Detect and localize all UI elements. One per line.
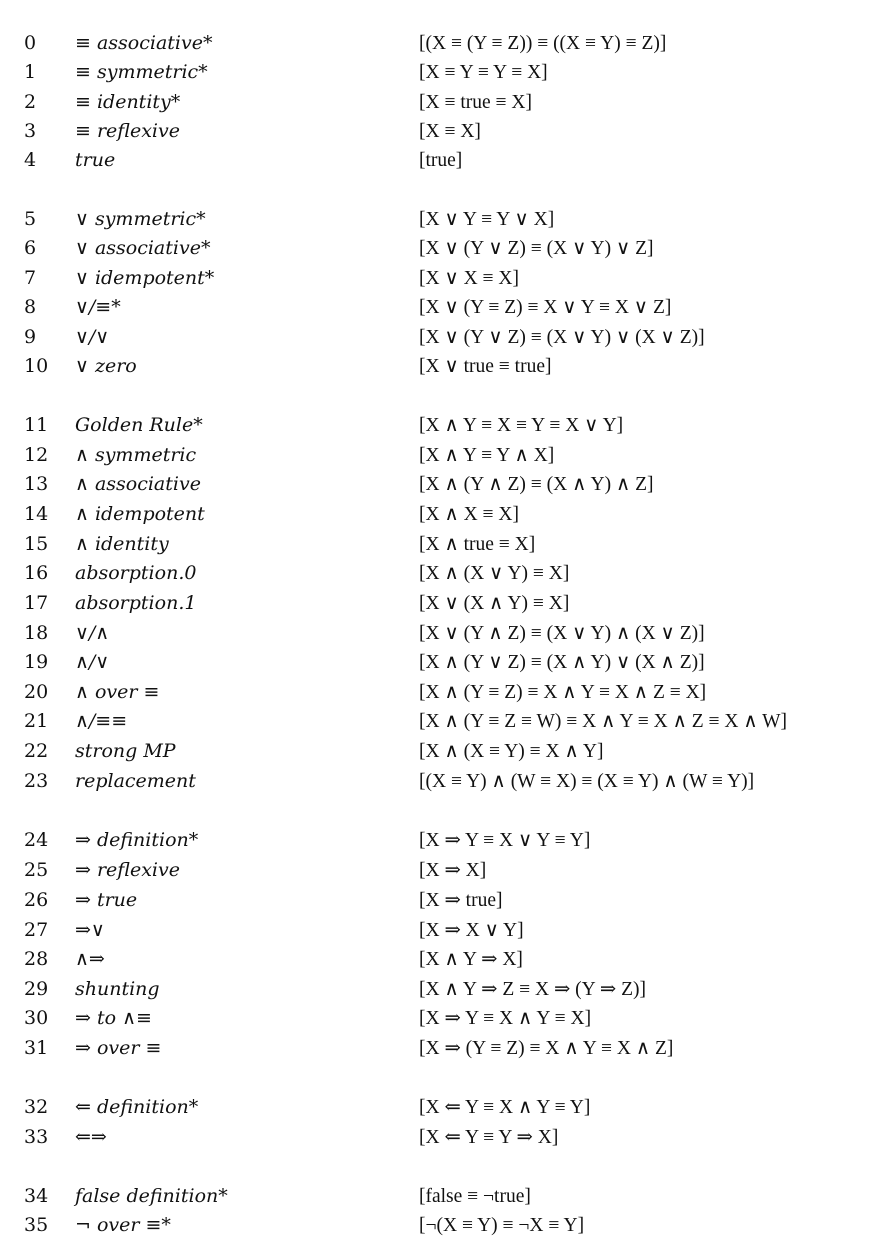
theorem-formula: [X ∨ (X ∧ Y) ≡ X] (419, 593, 570, 614)
theorem-row (0, 886, 878, 915)
theorem-row (0, 205, 878, 234)
theorem-row (0, 293, 878, 322)
theorem-number: 25 (24, 859, 49, 881)
theorem-number: 8 (24, 296, 37, 318)
theorem-number: 31 (24, 1037, 49, 1059)
theorem-name: ⇒∨ (75, 919, 105, 941)
theorem-number: 26 (24, 889, 49, 911)
theorem-name: ∨ zero (75, 355, 137, 377)
theorem-formula: [X ⇒ Y ≡ X ∧ Y ≡ X] (419, 1008, 592, 1029)
theorem-name: ⇒ true (75, 889, 138, 911)
theorem-row (0, 916, 878, 945)
theorem-number: 1 (24, 61, 37, 83)
theorem-name: ⇒ reflexive (75, 859, 180, 881)
theorem-formula: [X ∧ (Y ∧ Z) ≡ (X ∧ Y) ∧ Z] (419, 474, 654, 495)
theorem-number: 14 (24, 503, 49, 525)
theorem-row (0, 323, 878, 352)
theorem-number: 33 (24, 1126, 49, 1148)
theorem-formula: [X ∧ Y ≡ Y ∧ X] (419, 445, 555, 466)
theorem-formula: [X ∨ (Y ∧ Z) ≡ (X ∨ Y) ∧ (X ∨ Z)] (419, 623, 705, 644)
theorem-formula: [X ∧ (X ∨ Y) ≡ X] (419, 563, 570, 584)
theorem-name: absorption.1 (75, 592, 197, 614)
theorem-row (0, 975, 878, 1004)
theorem-name: ≡ associative* (75, 32, 213, 54)
theorem-row (0, 559, 878, 588)
theorem-number: 6 (24, 237, 37, 259)
theorem-row (0, 767, 878, 796)
theorem-formula: [X ∨ Y ≡ Y ∨ X] (419, 209, 555, 230)
theorem-number: 17 (24, 592, 49, 614)
theorem-number: 22 (24, 740, 49, 762)
theorem-formula: [X ≡ Y ≡ Y ≡ X] (419, 62, 548, 83)
theorem-name: ¬ over ≡* (75, 1214, 171, 1236)
theorem-formula: [X ≡ true ≡ X] (419, 92, 532, 113)
theorem-number: 3 (24, 120, 37, 142)
theorem-number: 23 (24, 770, 49, 792)
theorem-number: 29 (24, 978, 49, 1000)
theorem-formula: [X ⇒ X ∨ Y] (419, 920, 524, 941)
theorem-name: ⇒ to ∧≡ (75, 1007, 152, 1029)
theorem-row (0, 678, 878, 707)
theorem-row (0, 1034, 878, 1063)
theorem-number: 0 (24, 32, 37, 54)
theorem-number: 15 (24, 533, 49, 555)
theorem-formula: [X ∨ (Y ∨ Z) ≡ (X ∨ Y) ∨ Z] (419, 238, 654, 259)
theorem-number: 28 (24, 948, 49, 970)
theorem-row (0, 707, 878, 736)
theorem-number: 27 (24, 919, 49, 941)
theorem-formula: [X ∨ (Y ∨ Z) ≡ (X ∨ Y) ∨ (X ∨ Z)] (419, 327, 705, 348)
theorem-name: ∧ identity (75, 533, 169, 555)
theorem-number: 35 (24, 1214, 49, 1236)
theorem-formula: [true] (419, 150, 463, 171)
theorem-formula: [X ⇐ Y ≡ Y ⇒ X] (419, 1127, 559, 1148)
theorem-number: 4 (24, 149, 37, 171)
theorem-name: ∨/≡* (75, 296, 121, 318)
theorem-formula: [(X ≡ Y) ∧ (W ≡ X) ≡ (X ≡ Y) ∧ (W ≡ Y)] (419, 771, 755, 792)
theorem-name: ∨ symmetric* (75, 208, 206, 230)
theorem-formula: [X ∧ (Y ∨ Z) ≡ (X ∧ Y) ∨ (X ∧ Z)] (419, 652, 705, 673)
theorem-name: ∧ symmetric (75, 444, 197, 466)
theorem-number: 21 (24, 710, 49, 732)
theorem-row (0, 1093, 878, 1122)
theorem-row (0, 1211, 878, 1240)
theorem-row (0, 352, 878, 381)
theorem-formula: [X ∧ true ≡ X] (419, 534, 536, 555)
theorem-row (0, 117, 878, 146)
theorem-formula: [X ≡ X] (419, 121, 481, 142)
theorem-name: absorption.0 (75, 562, 197, 584)
theorem-row (0, 530, 878, 559)
theorem-name: ∧/≡≡ (75, 710, 128, 732)
theorem-row (0, 648, 878, 677)
theorem-number: 2 (24, 91, 37, 113)
theorem-number: 19 (24, 651, 49, 673)
theorem-name: ∧ over ≡ (75, 681, 160, 703)
theorem-number: 12 (24, 444, 49, 466)
theorem-name: ⇐⇒ (75, 1126, 107, 1148)
theorem-name: ∧/∨ (75, 651, 110, 673)
theorem-name: ∨ idempotent* (75, 267, 215, 289)
theorem-formula: [X ∨ true ≡ true] (419, 356, 552, 377)
theorem-name: ∨/∨ (75, 326, 110, 348)
theorem-row (0, 737, 878, 766)
theorem-formula: [X ⇒ Y ≡ X ∨ Y ≡ Y] (419, 830, 591, 851)
theorem-name: true (75, 149, 116, 171)
theorem-row (0, 945, 878, 974)
theorem-name: ⇐ definition* (75, 1096, 199, 1118)
theorem-row (0, 1123, 878, 1152)
theorem-name: ⇒ definition* (75, 829, 199, 851)
theorem-row (0, 1004, 878, 1033)
theorem-number: 11 (24, 414, 49, 436)
theorem-row (0, 589, 878, 618)
theorem-row (0, 1182, 878, 1211)
theorem-row (0, 146, 878, 175)
theorem-name: ≡ symmetric* (75, 61, 208, 83)
theorem-row (0, 826, 878, 855)
theorem-name: ≡ identity* (75, 91, 181, 113)
theorem-row (0, 264, 878, 293)
theorem-formula: [(X ≡ (Y ≡ Z)) ≡ ((X ≡ Y) ≡ Z)] (419, 33, 667, 54)
theorem-formula: [X ⇒ X] (419, 860, 487, 881)
theorem-formula: [X ∧ Y ⇒ Z ≡ X ⇒ (Y ⇒ Z)] (419, 979, 646, 1000)
theorem-name: ∧ associative (75, 473, 201, 495)
theorem-number: 9 (24, 326, 37, 348)
theorem-name: false definition* (75, 1185, 228, 1207)
theorem-formula: [X ⇒ true] (419, 890, 503, 911)
theorem-row (0, 29, 878, 58)
theorem-name: ∨/∧ (75, 622, 110, 644)
theorem-number: 32 (24, 1096, 49, 1118)
theorem-name: ∨ associative* (75, 237, 211, 259)
theorem-row (0, 88, 878, 117)
theorem-formula: [X ∧ (Y ≡ Z) ≡ X ∧ Y ≡ X ∧ Z ≡ X] (419, 682, 707, 703)
theorem-name: shunting (75, 978, 160, 1000)
theorem-name: ⇒ over ≡ (75, 1037, 162, 1059)
theorem-formula: [false ≡ ¬true] (419, 1186, 531, 1207)
theorem-row (0, 500, 878, 529)
theorem-row (0, 856, 878, 885)
theorem-formula: [X ∨ (Y ≡ Z) ≡ X ∨ Y ≡ X ∨ Z] (419, 297, 672, 318)
theorem-formula: [¬(X ≡ Y) ≡ ¬X ≡ Y] (419, 1215, 585, 1236)
theorem-number: 7 (24, 267, 37, 289)
theorem-name: ≡ reflexive (75, 120, 180, 142)
theorem-name: Golden Rule* (75, 414, 203, 436)
theorem-formula: [X ⇐ Y ≡ X ∧ Y ≡ Y] (419, 1097, 591, 1118)
theorem-formula: [X ∧ Y ⇒ X] (419, 949, 523, 970)
theorem-name: replacement (75, 770, 196, 792)
theorem-number: 16 (24, 562, 49, 584)
theorem-row (0, 234, 878, 263)
theorem-name: ∧⇒ (75, 948, 105, 970)
theorem-row (0, 58, 878, 87)
theorem-number: 5 (24, 208, 37, 230)
theorem-row (0, 411, 878, 440)
theorem-formula: [X ∧ Y ≡ X ≡ Y ≡ X ∨ Y] (419, 415, 624, 436)
theorem-number: 10 (24, 355, 49, 377)
theorem-row (0, 441, 878, 470)
theorem-number: 30 (24, 1007, 49, 1029)
theorem-row (0, 470, 878, 499)
theorem-name: ∧ idempotent (75, 503, 205, 525)
theorem-name: strong MP (75, 740, 176, 762)
theorem-number: 13 (24, 473, 49, 495)
theorem-formula: [X ∧ (Y ≡ Z ≡ W) ≡ X ∧ Y ≡ X ∧ Z ≡ X ∧ W] (419, 711, 788, 732)
theorem-number: 20 (24, 681, 49, 703)
theorem-formula: [X ∧ X ≡ X] (419, 504, 520, 525)
theorem-number: 18 (24, 622, 49, 644)
theorem-number: 24 (24, 829, 49, 851)
theorem-formula: [X ∨ X ≡ X] (419, 268, 520, 289)
theorem-number: 34 (24, 1185, 49, 1207)
theorem-formula: [X ⇒ (Y ≡ Z) ≡ X ∧ Y ≡ X ∧ Z] (419, 1038, 674, 1059)
theorem-formula: [X ∧ (X ≡ Y) ≡ X ∧ Y] (419, 741, 604, 762)
theorem-row (0, 619, 878, 648)
